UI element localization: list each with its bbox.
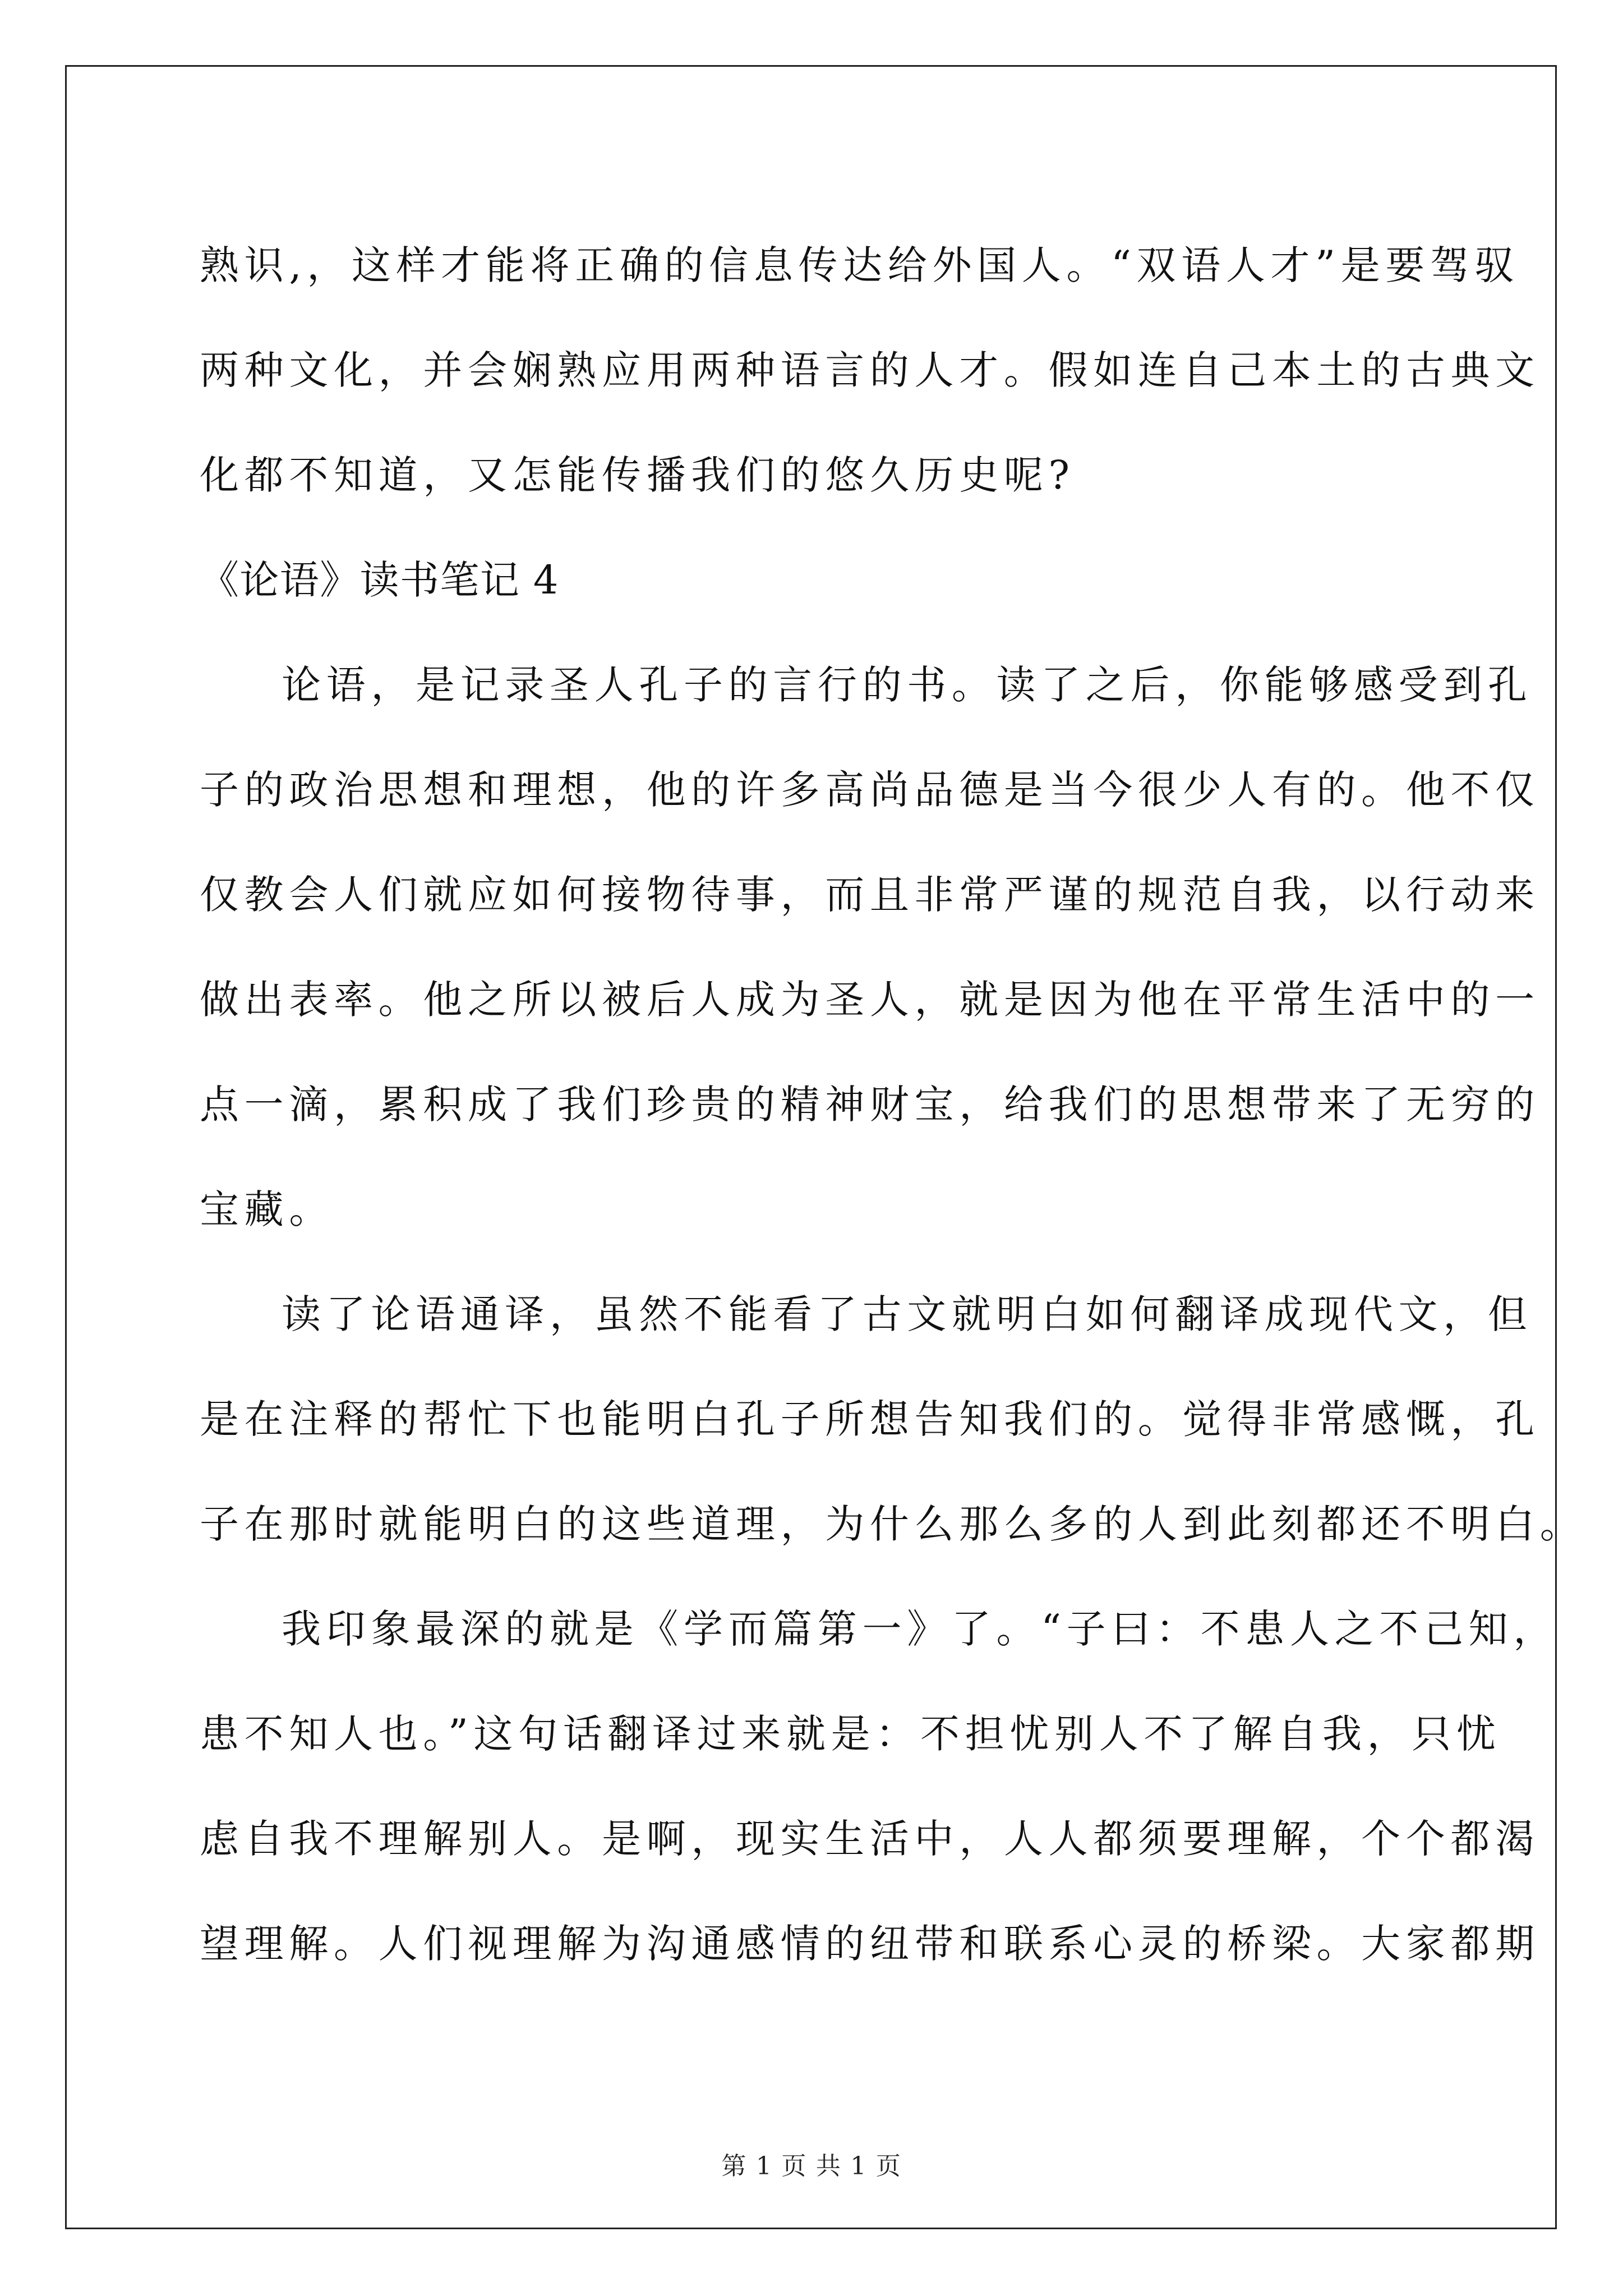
text-line: 仅教会人们就应如何接物待事，而且非常严谨的规范自我，以行动来 <box>200 872 1540 918</box>
text-line: 子在那时就能明白的这些道理，为什么那么多的人到此刻都还不明白。 <box>200 1501 1585 1547</box>
text-line: 患不知人也。”这句话翻译过来就是：不担忧别人不了解自我，只忧 <box>200 1711 1501 1757</box>
document-body <box>200 213 1585 1996</box>
page-footer: 第 1 页 共 1 页 <box>721 2152 902 2180</box>
text-line: 化都不知道，又怎能传播我们的悠久历史呢? <box>200 452 1075 498</box>
text-line: 点一滴，累积成了我们珍贵的精神财宝，给我们的思想带来了无穷的 <box>200 1082 1540 1128</box>
text-line: 是在注释的帮忙下也能明白孔子所想告知我们的。觉得非常感慨，孔 <box>200 1396 1540 1442</box>
section-heading: 《论语》读书笔记 4 <box>200 557 559 603</box>
text-line: 望理解。人们视理解为沟通感情的纽带和联系心灵的桥梁。大家都期 <box>200 1921 1540 1967</box>
text-line: 熟识,，这样才能将正确的信息传达给外国人。“双语人才”是要驾驭 <box>200 242 1520 288</box>
paragraph-start: 我印象最深的就是《学而篇第一》了。“子曰：不患人之不己知， <box>282 1606 1558 1652</box>
paragraph-start: 读了论语通译，虽然不能看了古文就明白如何翻译成现代文，但 <box>282 1291 1533 1337</box>
paragraph-start: 论语，是记录圣人孔子的言行的书。读了之后，你能够感受到孔 <box>282 662 1533 708</box>
text-line: 虑自我不理解别人。是啊，现实生活中，人人都须要理解，个个都渴 <box>200 1816 1540 1862</box>
text-line: 两种文化，并会娴熟应用两种语言的人才。假如连自己本土的古典文 <box>200 347 1540 393</box>
text-line: 宝藏。 <box>200 1186 334 1232</box>
text-line: 子的政治思想和理想，他的许多高尚品德是当今很少人有的。他不仅 <box>200 767 1540 813</box>
text-line: 做出表率。他之所以被后人成为圣人，就是因为他在平常生活中的一 <box>200 977 1540 1023</box>
